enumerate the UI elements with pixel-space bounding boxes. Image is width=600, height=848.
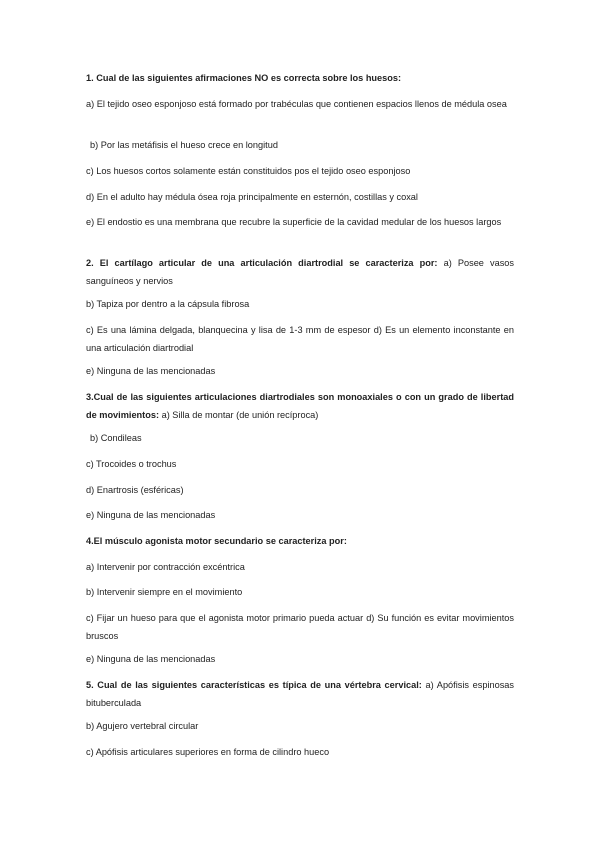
q1-option-d: d) En el adulto hay médula ósea roja principalmente en esternón, costillas y coxal: [86, 192, 418, 202]
q4-question: 4.El músculo agonista motor secundario se caracteriza por:: [86, 536, 347, 546]
q1-option-c: c) Los huesos cortos solamente están constituidos pos el tejido oseo esponjoso: [86, 166, 411, 176]
q3-option-b: b) Condileas: [90, 433, 142, 443]
q5-question: 5. Cual de las siguientes características es típica de una vértebra cervical:: [86, 680, 422, 690]
q1-option-a: a) El tejido oseo esponjoso está formado por trabéculas que contienen espacios llenos de médula osea: [86, 99, 507, 109]
q3-question: 3.Cual de las siguientes articulaciones diartrodiales son monoaxiales o con un grado de libertad de movimientos:: [86, 392, 514, 420]
q2-block: [86, 254, 514, 290]
q5-option-c: c) Apófisis articulares superiores en forma de cilindro hueco: [86, 747, 330, 757]
q4-option-cd: c) Fijar un hueso para que el agonista motor primario pueda actuar d) Su función es evitar movimientos bruscos: [86, 613, 514, 641]
q1-option-e: e) El endostio es una membrana que recubre la superficie de la cavidad medular de los huesos largos: [86, 217, 502, 227]
q5-option-b: b) Agujero vertebral circular: [86, 721, 199, 731]
q2-option-b: b) Tapiza por dentro a la cápsula fibrosa: [86, 299, 250, 309]
q2-option-a: a) Posee vasos sanguíneos y nervios: [86, 258, 515, 286]
q3-option-e: e) Ninguna de las mencionadas: [86, 510, 216, 520]
q4-option-b: b) Intervenir siempre en el movimiento: [86, 587, 243, 597]
q3-option-c: c) Trocoides o trochus: [86, 459, 177, 469]
q2-option-e: e) Ninguna de las mencionadas: [86, 366, 216, 376]
q3-block: [86, 388, 514, 424]
q4-option-a: a) Intervenir por contracción excéntrica: [86, 562, 245, 572]
q1-option-b: b) Por las metáfisis el hueso crece en longitud: [90, 140, 278, 150]
q2-option-cd: c) Es una lámina delgada, blanquecina y lisa de 1-3 mm de espesor d) Es un elemento inconstante en una articulación diartrodial: [86, 325, 514, 353]
q1-question: 1. Cual de las siguientes afirmaciones NO es correcta sobre los huesos:: [86, 73, 402, 83]
q3-option-a: a) Silla de montar (de unión recíproca): [161, 410, 319, 420]
q4-option-e: e) Ninguna de las mencionadas: [86, 654, 216, 664]
q5-option-a: a) Apófisis espinosas bituberculada: [86, 680, 515, 708]
q2-question: 2. El cartílago articular de una articulación diartrodial se caracteriza por:: [86, 258, 438, 268]
q3-option-d: d) Enartrosis (esféricas): [86, 485, 184, 495]
q5-block: [86, 676, 514, 712]
